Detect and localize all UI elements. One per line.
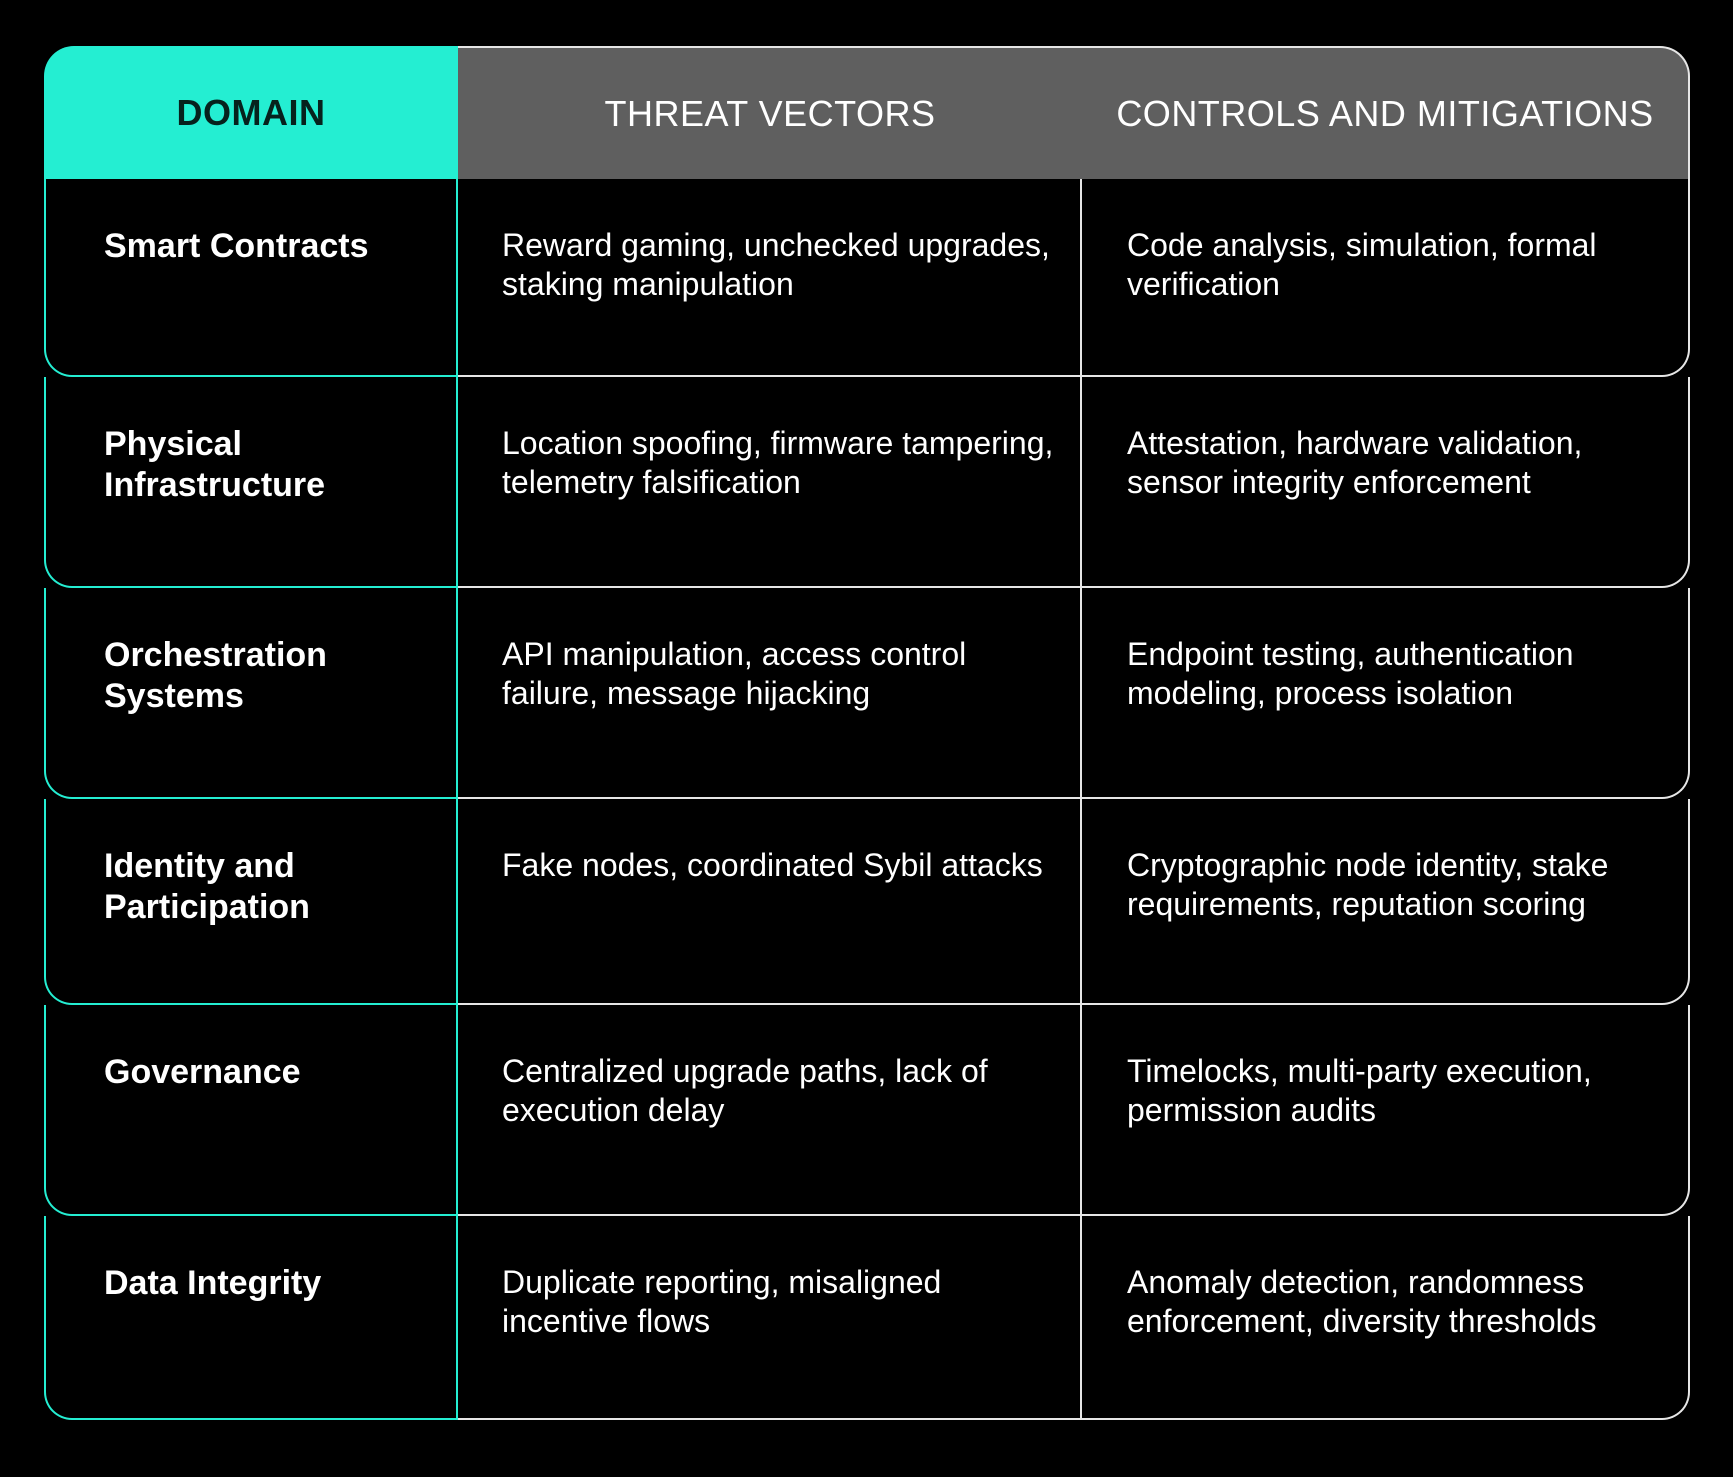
controls-cell: Anomaly detection, randomness enforcement, diversity thresholds — [1082, 1216, 1690, 1420]
threat-cell: Reward gaming, unchecked upgrades, staking manipulation — [458, 179, 1082, 377]
controls-cell: Code analysis, simulation, formal verification — [1082, 179, 1690, 377]
table-row — [44, 179, 1690, 377]
domain-cell: Identity and Participation — [44, 799, 458, 1005]
table-row — [44, 377, 1690, 588]
table-row — [44, 799, 1690, 1005]
header-domain: DOMAIN — [44, 46, 458, 179]
table-row — [44, 588, 1690, 799]
domain-cell: Governance — [44, 1005, 458, 1216]
threat-table — [44, 46, 1690, 1420]
threat-cell: Fake nodes, coordinated Sybil attacks — [458, 799, 1082, 1005]
domain-cell: Data Integrity — [44, 1216, 458, 1420]
threat-cell: Location spoofing, firmware tampering, telemetry falsification — [458, 377, 1082, 588]
threat-cell: API manipulation, access control failure, message hijacking — [458, 588, 1082, 799]
domain-cell: Orchestration Systems — [44, 588, 458, 799]
controls-cell: Endpoint testing, authentication modeling, process isolation — [1082, 588, 1690, 799]
domain-cell: Smart Contracts — [44, 179, 458, 377]
domain-cell: Physical Infrastructure — [44, 377, 458, 588]
controls-cell: Cryptographic node identity, stake requirements, reputation scoring — [1082, 799, 1690, 1005]
table-row — [44, 1216, 1690, 1420]
table-row — [44, 1005, 1690, 1216]
threat-cell: Centralized upgrade paths, lack of execution delay — [458, 1005, 1082, 1216]
controls-cell: Attestation, hardware validation, sensor integrity enforcement — [1082, 377, 1690, 588]
threat-cell: Duplicate reporting, misaligned incentive flows — [458, 1216, 1082, 1420]
controls-cell: Timelocks, multi-party execution, permission audits — [1082, 1005, 1690, 1216]
header-threat-vectors: THREAT VECTORS — [458, 46, 1082, 179]
header-controls-mitigations: CONTROLS AND MITIGATIONS — [1082, 46, 1690, 179]
